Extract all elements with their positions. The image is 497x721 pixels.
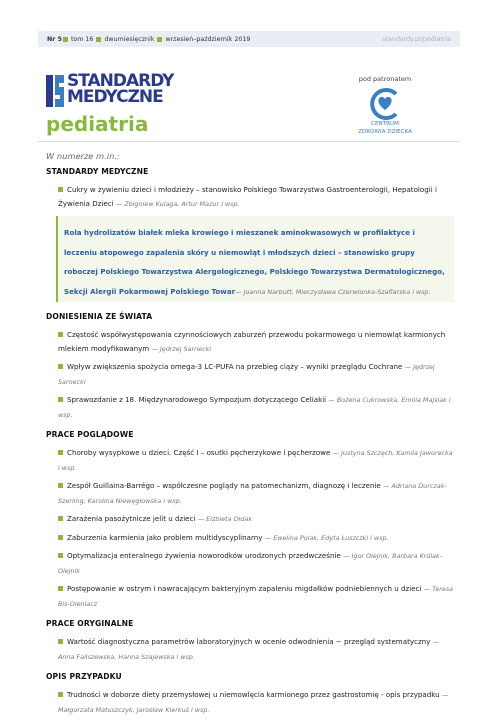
list-item[interactable] [58,360,454,389]
section-title-doniesienia: DONIESIENIA ZE ŚWIATA [46,312,153,321]
green-square-icon [58,397,63,402]
contents-title: W numerze m.in.: [46,151,120,161]
article-authors: — Ewelina Polak, Edyta Łuszczki i wsp. [264,533,389,542]
list-item[interactable] [58,328,454,356]
table-of-contents [46,167,454,721]
divider [38,141,460,142]
list-item[interactable] [58,549,454,578]
section-title-prace-pogladowe: PRACE POGLĄDOWE [46,430,134,439]
article-authors: — Jędrzej Sarnecki [58,363,435,386]
green-square-icon [157,37,162,42]
article-authors: — Igor Olejnik, Barbara Królak-Olejnik [58,552,443,575]
brand-line-1: STANDARDY [67,71,174,91]
green-square-icon [58,516,63,521]
list-item[interactable] [58,582,454,611]
green-square-icon [58,553,63,558]
green-square-icon [63,37,68,42]
issue-number: Nr 5 [47,35,62,43]
issue-date: wrzesień–październik 2019 [165,35,251,43]
article-title: Optymalizacja enteralnego żywienia noworodków urodzonych przedwcześnie [67,551,341,560]
patron-line-1: CENTRUM [371,121,399,127]
list-item[interactable] [58,531,454,546]
list-item[interactable] [58,479,454,508]
article-title: Trudności w doborze diety przemysłowej u niemowlęcia karmionego przez gastrostomię - opis przypadku [67,690,440,699]
article-title: Wartość diagnostyczna parametrów laboratoryjnych w ocenie odwodnienia − przegląd systematyczny [67,637,431,646]
green-square-icon [58,692,63,697]
article-title: Sprawozdanie z 18. Międzynarodowego Sympozjum dotyczącego Celiakii [67,395,327,404]
article-title: Postępowanie w ostrym i nawracającym bakteryjnym zapaleniu migdałków podniebiennych u dzieci [67,584,422,593]
frequency: dwumiesięcznik [104,35,155,43]
green-square-icon [58,364,63,369]
green-square-icon [58,332,63,337]
article-title: Cukry w żywieniu dzieci i młodzieży – stanowisko Polskiego Towarzystwa Gastroenterologii, Hepatologii i Żywienia Dzieci [58,185,437,208]
patron-name [345,120,425,136]
green-square-icon [96,37,101,42]
article-title: Rola hydrolizatów białek mleka krowiego i mieszanek aminokwasowych w profilaktyce i leczeniu atopowego zapalenia skóry u niemowląt i młodszych dzieci – stanowisko grupy roboczej Polskiego Towarzystwa Alergologicznego, Polskiego Towarzystwa Dermatologicznego, Sekcji Alergii Pokarmowej Polskiego Towar [64,228,445,296]
green-square-icon [58,187,63,192]
article-title: Zespół Guillaina-Barrégo – współczesne poglądy na patomechanizm, diagnozę i leczenie [67,481,381,490]
article-authors: — Joanna Narbutt, Mieczysława Czerwionka-Szaflarska i wsp. [235,287,431,296]
patron-line-2: ZDROWIA DZIECKA [358,129,412,135]
article-title: Choroby wysypkowe u dzieci. Część I – osutki pęcherzykowe i pęcherzowe [67,448,331,457]
section-title-standardy: STANDARDY MEDYCZNE [46,167,149,176]
green-square-icon [58,639,63,644]
list-item[interactable] [58,183,454,211]
czd-heart-icon [367,88,403,120]
article-authors: — Justyna Szczęch, Kamila Jaworecka i wsp. [58,449,453,472]
article-title: Zaburzenia karmienia jako problem multidyscyplinarny [67,532,263,542]
list-item[interactable] [58,446,454,475]
article-authors: — Jędrzej Sarnecki [151,344,212,353]
section-title-opis-przypadku: OPIS PRZYPADKU [46,672,122,681]
section-title-prace-oryginalne: PRACE ORYGINALNE [46,619,134,628]
article-authors: — Adriana Durczak-Szerling, Karolina Niewęgłowska i wsp. [58,482,447,505]
list-item[interactable] [58,635,454,664]
issue-bar [38,31,460,47]
list-item[interactable] [58,688,454,717]
brand-line-2: MEDYCZNE [67,87,163,107]
highlighted-article[interactable] [56,216,454,302]
patronage-label: pod patronatem [358,75,412,83]
article-authors: — Bożena Cukrowska, Emilia Majsiak i wsp. [58,396,451,419]
green-square-icon [58,450,63,455]
journal-title: pediatria [46,112,149,136]
green-square-icon [58,535,63,540]
article-authors: — Zbigniew Kulaga, Artur Mazur i wsp. [115,199,240,208]
article-authors: — Elżbieta Ołdak [197,515,253,523]
article-authors: — Teresa Bis-Oleniacz [58,585,454,608]
brand-wordmark [67,73,173,105]
article-title: Częstość współwystępowania czynnościowych zaburzeń przewodu pokarmowego u niemowląt karmionych mlekiem modyfikowanym [58,330,446,353]
green-square-icon [58,483,63,488]
standardy-logo-icon [46,75,64,107]
volume: tom 16 [70,35,94,43]
article-title: Zarażenia pasożytnicze jelit u dzieci [67,514,196,523]
list-item[interactable] [58,512,454,527]
site-link[interactable]: standardy.pl/pediatria [382,35,451,43]
article-title: Wpływ zwiększenia spożycia omega-3 LC-PUFA na przebieg ciąży – wyniki przeglądu Cochrane [67,362,403,371]
green-square-icon [58,586,63,591]
list-item[interactable] [58,393,454,422]
article-authors: — Anna Faliszewska, Hanna Szajewska i wsp. [58,638,440,661]
article-authors: — Małgorzata Matuszczyk, Jarosław Kierkuś i wsp. [58,691,449,714]
